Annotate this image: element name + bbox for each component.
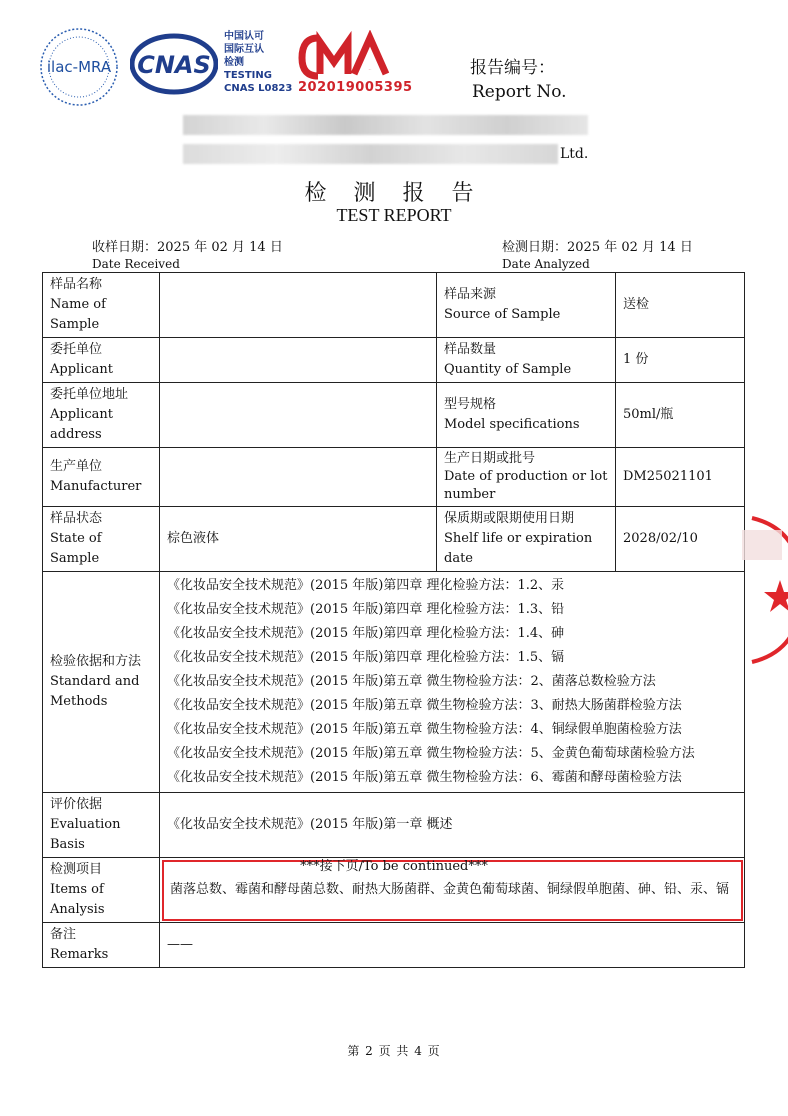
report-title-cn: 检 测 报 告 (304, 181, 484, 206)
label-model: 型号规格 Model specifications (437, 383, 616, 448)
value-production: DM25021101 (616, 448, 745, 507)
official-seal (742, 510, 788, 670)
table-row (43, 448, 745, 507)
label-standard: 检验依据和方法 Standard and Methods (43, 572, 160, 793)
value-applicant (160, 338, 437, 383)
value-address (160, 383, 437, 448)
report-number (470, 56, 567, 104)
label-production: 生产日期或批号 Date of production or lot number (437, 448, 616, 507)
continued-note: ***接下页/To be continued*** (300, 859, 488, 874)
standard-line: 《化妆品安全技术规范》(2015 年版)第五章 微生物检验方法：3、耐热大肠菌群检验方法 (167, 698, 682, 713)
table-row (43, 338, 745, 383)
label-applicant: 委托单位 Applicant (43, 338, 160, 383)
value-evaluation: 《化妆品安全技术规范》(2015 年版)第一章 概述 (160, 793, 745, 858)
label-remarks: 备注 Remarks (43, 923, 160, 968)
label-manufacturer: 生产单位 Manufacturer (43, 448, 160, 507)
label-evaluation: 评价依据 Evaluation Basis (43, 793, 160, 858)
standard-line: 《化妆品安全技术规范》(2015 年版)第四章 理化检验方法：1.3、铅 (167, 602, 565, 617)
date-received (92, 240, 283, 272)
label-address: 委托单位地址 Applicant address (43, 383, 160, 448)
standard-line: 《化妆品安全技术规范》(2015 年版)第四章 理化检验方法：1.2、汞 (167, 578, 565, 593)
value-quantity: 1 份 (616, 338, 745, 383)
redacted-company-en (183, 144, 558, 164)
label-shelf: 保质期或限期使用日期 Shelf life or expiration date (437, 507, 616, 572)
label-quantity: 样品数量 Quantity of Sample (437, 338, 616, 383)
value-remarks: —— (160, 923, 745, 968)
date-analyzed (502, 240, 693, 272)
value-model: 50ml/瓶 (616, 383, 745, 448)
standard-line: 《化妆品安全技术规范》(2015 年版)第四章 理化检验方法：1.5、镉 (167, 650, 565, 665)
label-sample-name: 样品名称 Name of Sample (43, 273, 160, 338)
value-shelf: 2028/02/10 (616, 507, 745, 572)
cnas-logo (130, 33, 218, 95)
label-state: 样品状态 State of Sample (43, 507, 160, 572)
cnas-line-2: 国际互认 (224, 44, 264, 55)
table-row (43, 923, 745, 968)
cnas-line-4: TESTING (224, 70, 272, 81)
cnas-line-3: 检测 (224, 57, 244, 68)
table-row (43, 507, 745, 572)
table-row (43, 273, 745, 338)
ilac-mra-logo (38, 26, 120, 108)
company-suffix: Ltd. (560, 146, 589, 162)
table-row (43, 572, 745, 793)
value-manufacturer (160, 448, 437, 507)
date-received-cn: 收样日期：2025 年 02 月 14 日 (92, 240, 283, 255)
standard-line: 《化妆品安全技术规范》(2015 年版)第五章 微生物检验方法：5、金黄色葡萄球菌检验方法 (167, 746, 695, 761)
standard-line: 《化妆品安全技术规范》(2015 年版)第五章 微生物检验方法：2、菌落总数检验方法 (167, 674, 656, 689)
date-analyzed-cn: 检测日期：2025 年 02 月 14 日 (502, 240, 693, 255)
value-state: 棕色液体 (160, 507, 437, 572)
redacted-company-cn (183, 115, 588, 135)
label-source: 样品来源 Source of Sample (437, 273, 616, 338)
report-title-en: TEST REPORT (336, 205, 452, 225)
label-items: 检测项目 Items of Analysis (43, 858, 160, 923)
value-sample-name (160, 273, 437, 338)
value-source: 送检 (616, 273, 745, 338)
report-number-cn: 报告编号： (470, 58, 555, 78)
date-received-en: Date Received (92, 257, 180, 271)
cnas-line-5: CNAS L0823 (224, 83, 293, 94)
table-row (43, 383, 745, 448)
cnas-line-1: 中国认可 (224, 31, 264, 42)
cma-number: 202019005395 (298, 80, 413, 95)
cnas-accreditation-text (224, 30, 292, 95)
value-items-highlighted: 菌落总数、霉菌和酵母菌总数、耐热大肠菌群、金黄色葡萄球菌、铜绿假单胞菌、砷、铅、汞、镉 (160, 858, 745, 923)
value-standard (160, 572, 745, 793)
standard-line: 《化妆品安全技术规范》(2015 年版)第五章 微生物检验方法：4、铜绿假单胞菌检验方法 (167, 722, 682, 737)
table-row (43, 793, 745, 858)
cnas-text: CNAS (137, 51, 211, 79)
report-number-en: Report No. (472, 82, 567, 102)
page-number: 第 2 页 共 4 页 (347, 1044, 441, 1058)
cma-text: CMA (368, 70, 372, 71)
date-analyzed-en: Date Analyzed (502, 257, 590, 271)
ilac-text: ilac-MRA (46, 58, 112, 76)
standard-line: 《化妆品安全技术规范》(2015 年版)第五章 微生物检验方法：6、霉菌和酵母菌检验方法 (167, 770, 682, 785)
standard-line: 《化妆品安全技术规范》(2015 年版)第四章 理化检验方法：1.4、砷 (167, 626, 565, 641)
